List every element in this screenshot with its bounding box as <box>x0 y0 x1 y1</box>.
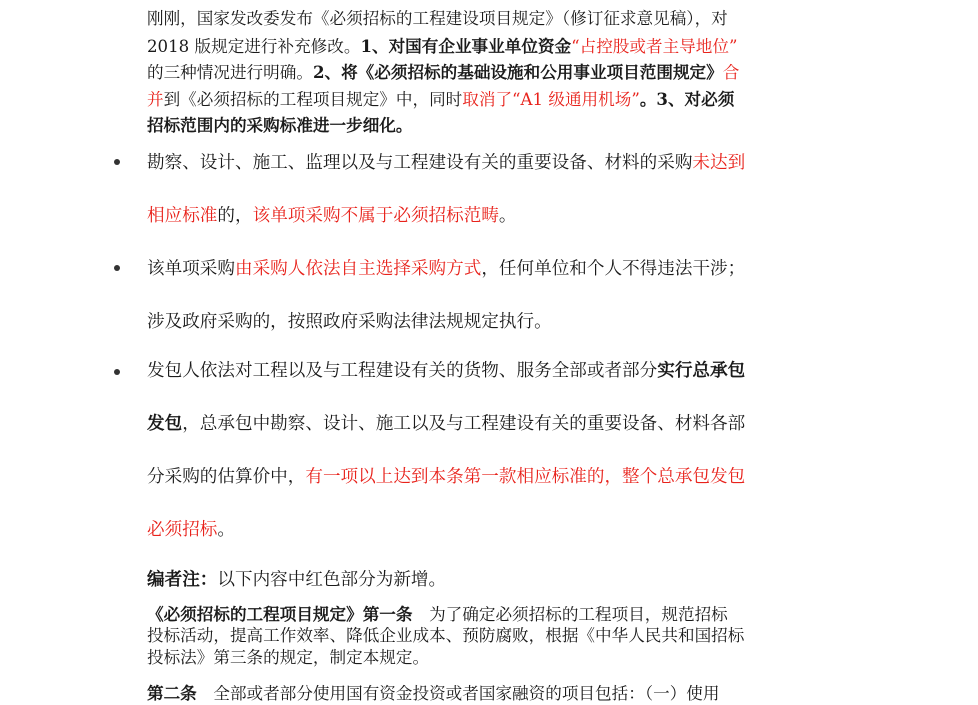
bullet-dot <box>114 369 120 375</box>
bullet-red-text: 必须招标 <box>147 520 218 540</box>
intro-text: 刚刚，国家发改委发布《必须招标的工程建设项目规定》（修订征求意见稿），对 <box>147 9 728 28</box>
editor-note-label: 编者注： <box>147 570 218 590</box>
intro-bold-text: 2、将《必须招标的基础设施和公用事业项目范围规定》 <box>312 62 723 82</box>
bullet-line <box>147 308 552 333</box>
bullet-line <box>147 255 745 280</box>
bullet-line <box>147 149 745 174</box>
intro-line-5 <box>147 112 837 139</box>
bullet-line <box>147 357 745 382</box>
article-line <box>147 647 847 669</box>
bullet-text: 的， <box>217 206 253 226</box>
intro-line-1 <box>147 6 837 33</box>
intro-line-2 <box>147 33 837 60</box>
article-text: 投标法》第三条的规定，制定本规定。 <box>147 648 430 667</box>
article-text: 为了确定必须招标的工程项目，规范招标 <box>412 605 728 624</box>
intro-bold-text: 1、对国有企业事业单位资金 <box>360 35 572 56</box>
bullet-bold-text: 发包 <box>147 414 183 434</box>
bullet-text: ，总承包中勘察、设计、施工以及与工程建设有关的重要设备、材料各部 <box>182 414 746 434</box>
intro-bold-text: 招标范围内的采购标准进一步细化。 <box>147 115 413 135</box>
intro-line-3 <box>147 59 837 86</box>
editor-note <box>147 566 446 591</box>
article-1 <box>147 603 847 669</box>
article-line <box>147 625 847 647</box>
bullet-red-text: 未达到 <box>692 153 746 173</box>
bullet-text: 分采购的估算价中， <box>147 467 306 487</box>
bullet-line <box>147 463 745 488</box>
intro-red-text: 合 <box>722 63 740 82</box>
intro-text: 2018 版规定进行补充修改。 <box>147 36 361 56</box>
bullet-line <box>147 516 235 541</box>
article-text: 投标活动，提高工作效率、降低企业成本、预防腐败，根据《中华人民共和国招标 <box>147 626 745 645</box>
bullet-line <box>147 410 745 435</box>
bullet-text: 。 <box>498 206 517 226</box>
bullet-dot <box>114 159 120 165</box>
bullet-text: ，任何单位和个人不得违法干涉； <box>481 259 746 279</box>
intro-red-text: 取消了“A1 级通用机场” <box>462 89 640 109</box>
intro-paragraph <box>147 6 837 139</box>
bullet-red-text: 有一项以上达到本条第一款相应标准的，整个总承包发包 <box>305 467 746 487</box>
intro-red-text: 并 <box>147 89 164 109</box>
intro-bold-text: 。3、对必须 <box>639 88 735 109</box>
bullet-red-text: 相应标准 <box>147 206 218 226</box>
intro-red-text: “占控股或者主导地位” <box>571 36 738 56</box>
intro-text: 的三种情况进行明确。 <box>147 63 313 82</box>
bullet-text: 勘察、设计、施工、监理以及与工程建设有关的重要设备、材料的采购 <box>147 153 693 173</box>
bullet-red-text: 该单项采购不属于必须招标范畴 <box>252 206 499 226</box>
bullet-text: 。 <box>217 520 235 540</box>
bullet-dot <box>114 265 120 271</box>
intro-text: 到《必须招标的工程项目规定》中，同时 <box>163 89 463 109</box>
article-text: 全部或者部分使用国有资金投资或者国家融资的项目包括：（一）使用 <box>196 684 720 703</box>
bullet-bold-text: 实行总承包 <box>657 361 746 381</box>
article-2 <box>147 682 719 705</box>
article-title: 第二条 <box>147 683 197 703</box>
bullet-line <box>147 202 517 227</box>
bullet-red-text: 由采购人依法自主选择采购方式 <box>234 259 482 279</box>
bullet-text: 涉及政府采购的，按照政府采购法律法规规定执行。 <box>147 312 552 332</box>
article-title: 《必须招标的工程项目规定》第一条 <box>147 604 413 624</box>
bullet-text: 发包人依法对工程以及与工程建设有关的货物、服务全部或者部分 <box>147 361 658 381</box>
article-line <box>147 603 847 625</box>
intro-line-4 <box>147 86 837 113</box>
bullet-text: 该单项采购 <box>147 259 235 279</box>
editor-note-text: 以下内容中红色部分为新增。 <box>217 570 447 590</box>
